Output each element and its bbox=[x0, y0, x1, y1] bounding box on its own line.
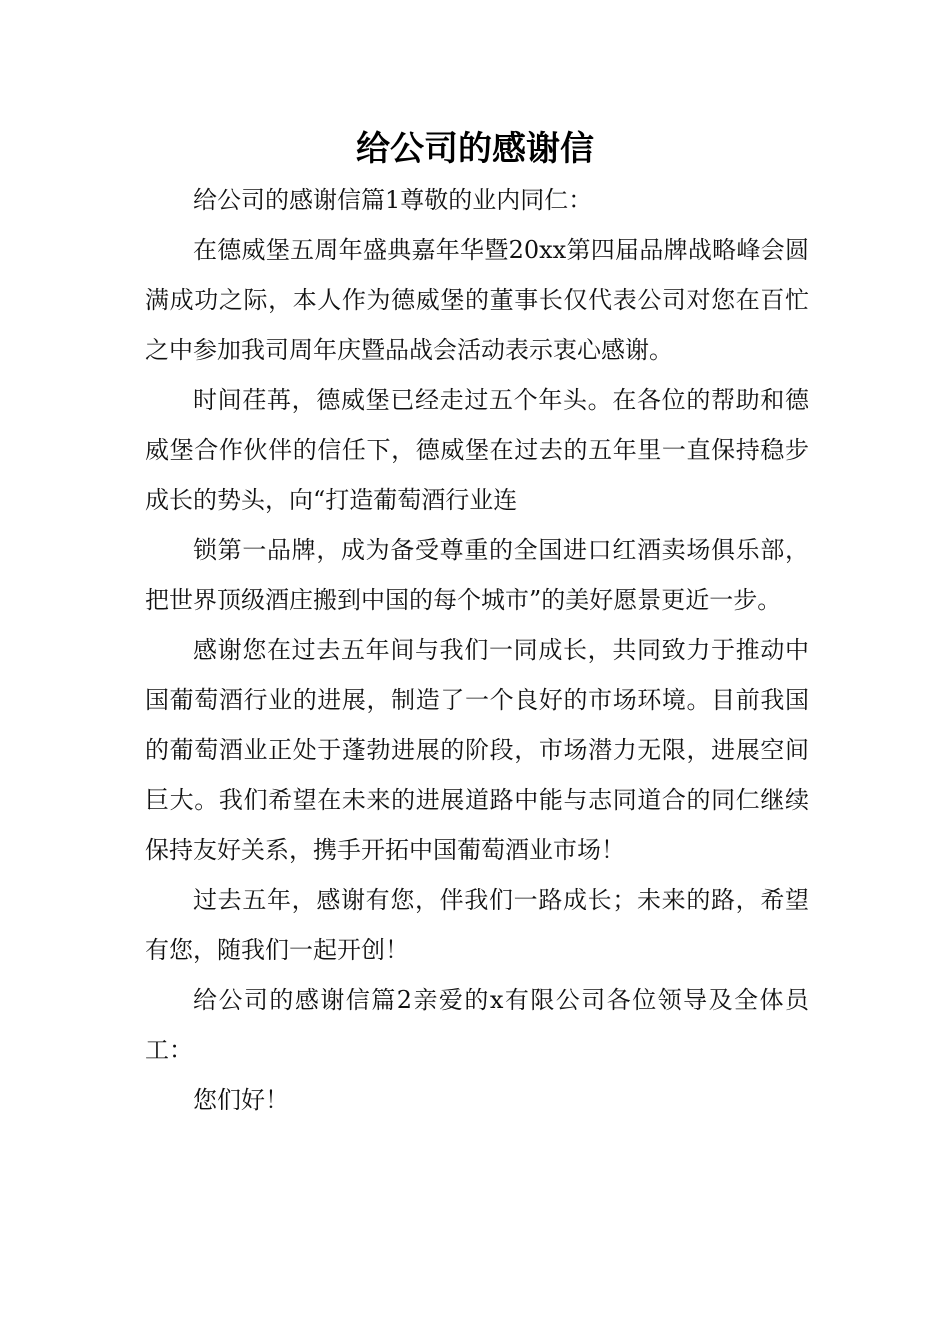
paragraph-7: 给公司的感谢信篇2亲爱的x有限公司各位领导及全体员工： bbox=[145, 986, 809, 1064]
paragraph-6: 过去五年，感谢有您，伴我们一路成长；未来的路，希望有您，随我们一起开创！ bbox=[145, 886, 809, 964]
paragraph-5: 感谢您在过去五年间与我们一同成长，共同致力于推动中国葡萄酒行业的进展，制造了一个良好的市场环境。目前我国的葡萄酒业正处于蓬勃进展的阶段，市场潜力无限，进展空间巨大。我们希望在未来的进展道路中能与志同道合的同仁继续保持友好关系，携手开拓中国葡萄酒业市场！ bbox=[145, 636, 809, 864]
paragraph-3: 时间荏苒，德威堡已经走过五个年头。在各位的帮助和德威堡合作伙伴的信任下，德威堡在过去的五年里一直保持稳步成长的势头，向“打造葡萄酒行业连 bbox=[145, 386, 809, 514]
paragraph-8: 您们好！ bbox=[193, 1086, 289, 1114]
paragraph-2: 在德威堡五周年盛典嘉年华暨20xx第四届品牌战略峰会圆满成功之际，本人作为德威堡的董事长仅代表公司对您在百忙之中参加我司周年庆暨品战会活动表示衷心感谢。 bbox=[145, 236, 809, 364]
document-title: 给公司的感谢信 bbox=[356, 129, 594, 169]
document-body bbox=[145, 175, 809, 1125]
paragraph-4: 锁第一品牌，成为备受尊重的全国进口红酒卖场俱乐部，把世界顶级酒庄搬到中国的每个城市”的美好愿景更近一步。 bbox=[145, 536, 809, 614]
paragraph-1: 给公司的感谢信篇1尊敬的业内同仁： bbox=[193, 186, 593, 214]
